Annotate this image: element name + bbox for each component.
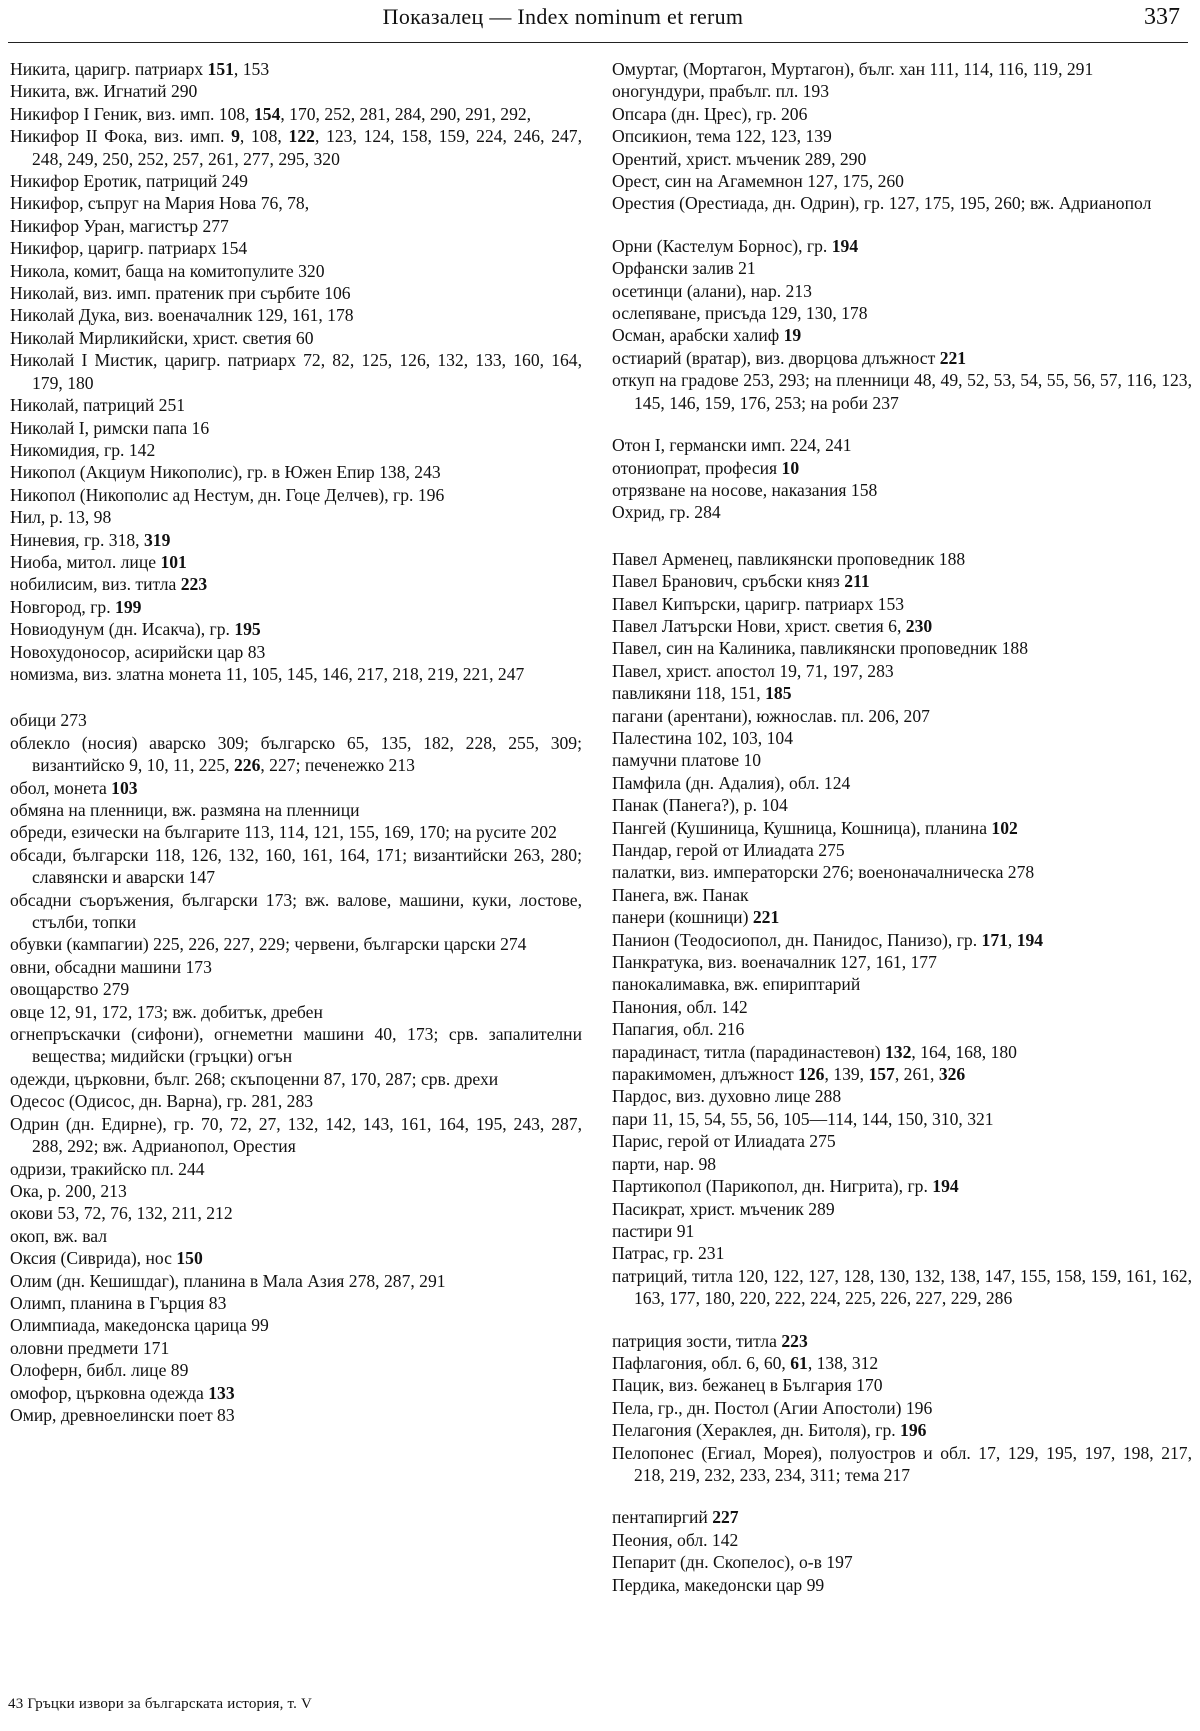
index-entry: патриция зости, титла 223 xyxy=(612,1330,808,1351)
index-entry: памучни платове 10 xyxy=(612,750,762,771)
index-entry: Парис, герой от Илиадата 275 xyxy=(612,1131,836,1152)
index-entry: Николай I Мистик, царигр. патриарх 72, 82, 125, 126, 132, 133, 160, 164, 179, 180 xyxy=(10,350,582,393)
index-entry: Охрид, гр. 284 xyxy=(612,502,721,523)
index-entry: Никола, комит, баща на комитопулите 320 xyxy=(10,260,325,281)
index-entry: Пепарит (дн. Скопелос), о-в 197 xyxy=(612,1552,853,1573)
index-entry: Оксия (Сиврида), нос 150 xyxy=(10,1248,203,1269)
index-entry: Николай, патриций 251 xyxy=(10,395,186,416)
index-entry: парадинаст, титла (парадинастевон) 132, 164, 168, 180 xyxy=(612,1041,1017,1062)
index-entry: Одесос (Одисос, дн. Варна), гр. 281, 283 xyxy=(10,1091,314,1112)
index-entry: Новгород, гр. 199 xyxy=(10,596,142,617)
section-gap xyxy=(612,215,1192,235)
index-entry: Омуртаг, (Мортагон, Муртагон), бълг. хан 111, 114, 116, 119, 291 xyxy=(612,59,1094,79)
index-entry: Орни (Кастелум Борнос), гр. 194 xyxy=(612,235,859,256)
index-entry: овощарство 279 xyxy=(10,979,130,1000)
index-entry: осетинци (алани), нар. 213 xyxy=(612,280,812,301)
index-entry: Ниневия, гр. 318, 319 xyxy=(10,529,171,550)
index-entry: пари 11, 15, 54, 55, 56, 105—114, 144, 150, 310, 321 xyxy=(612,1108,994,1129)
index-entry: Никифор Еротик, патриций 249 xyxy=(10,171,248,192)
index-entry: Павел Арменец, павликянски проповедник 188 xyxy=(612,548,966,569)
index-entry: паракимомен, длъжност 126, 139, 157, 261, 326 xyxy=(612,1064,966,1085)
index-entry: Никифор I Геник, виз. имп. 108, 154, 170, 252, 281, 284, 290, 291, 292, xyxy=(10,103,532,124)
index-entry: обици 273 xyxy=(10,710,87,731)
index-entry: Отон I, германски имп. 224, 241 xyxy=(612,435,852,456)
index-entry: Никита, царигр. патриарх 151, 153 xyxy=(10,59,270,79)
index-entry: Орестия (Орестиада, дн. Одрин), гр. 127, 175, 195, 260; вж. Адрианопол xyxy=(612,193,1152,214)
index-entry: Новохудоносор, асирийски цар 83 xyxy=(10,641,266,662)
running-header xyxy=(8,4,1192,34)
index-entry: Пердика, македонски цар 99 xyxy=(612,1574,825,1595)
section-gap xyxy=(612,414,1192,434)
index-entry: Омир, древноелински поет 83 xyxy=(10,1404,235,1425)
index-entry: окоп, вж. вал xyxy=(10,1225,108,1246)
index-entry: оловни предмети 171 xyxy=(10,1337,170,1358)
index-entry: откуп на градове 253, 293; на пленници 48, 49, 52, 53, 54, 55, 56, 57, 116, 123, 145, 146, 159, 176, 253; на роби 237 xyxy=(612,370,1192,413)
index-entry: обол, монета 103 xyxy=(10,777,138,798)
index-entry: Никифор Уран, магистър 277 xyxy=(10,215,229,236)
section-gap xyxy=(612,524,1192,548)
index-entry: пентапиргий 227 xyxy=(612,1507,739,1528)
index-entry: обсадни съоръжения, български 173; вж. валове, машини, куки, лостове, стълби, топки xyxy=(10,889,582,933)
index-entry: отониопрат, професия 10 xyxy=(612,457,800,478)
index-entry: Пела, гр., дн. Постол (Агии Апостоли) 196 xyxy=(612,1397,933,1418)
index-entry: панокалимавка, вж. епиpиптарий xyxy=(612,974,861,995)
index-entry: Павел, син на Калиника, павликянски проповедник 188 xyxy=(612,638,1028,659)
footer-signature: 43 Гръцки извори за българската история, т. V xyxy=(8,1696,313,1712)
index-entry: Ниоба, митол. лице 101 xyxy=(10,551,187,572)
index-entry: Пацик, виз. бежанец в България 170 xyxy=(612,1375,883,1396)
index-entry: Орест, син на Агамемнон 127, 175, 260 xyxy=(612,171,904,192)
index-column-right xyxy=(612,58,1192,1596)
index-entry: патриций, титла 120, 122, 127, 128, 130, 132, 138, 147, 155, 158, 159, 161, 162, 163, 177, 180, 220, 222, 224, 225, 226, 227, 229, 286 xyxy=(612,1265,1192,1309)
section-gap xyxy=(10,685,582,709)
index-entry: Пандар, герой от Илиадата 275 xyxy=(612,840,845,860)
index-entry: остиарий (вратар), виз. дворцова длъжност 221 xyxy=(612,347,967,368)
index-entry: овни, обсадни машини 173 xyxy=(10,956,212,977)
index-entry: Палестина 102, 103, 104 xyxy=(612,727,793,748)
index-entry: окови 53, 72, 76, 132, 211, 212 xyxy=(10,1203,233,1224)
index-entry: Никопол (Акциум Никополис), гр. в Южен Епир 138, 243 xyxy=(10,462,441,483)
index-entry: панери (кошници) 221 xyxy=(612,907,780,928)
index-entry: Пафлагония, обл. 6, 60, 61, 138, 312 xyxy=(612,1352,879,1373)
index-entry: Орфански залив 21 xyxy=(612,258,756,279)
index-entry: Папагия, обл. 216 xyxy=(612,1019,745,1040)
index-entry: Панион (Теодосиопол, дн. Панидос, Панизо), гр. 171, 194 xyxy=(612,929,1044,950)
index-entry: Пеония, обл. 142 xyxy=(612,1529,739,1550)
index-entry: Олимп, планина в Гърция 83 xyxy=(10,1292,227,1313)
index-entry: Памфила (дн. Адалия), обл. 124 xyxy=(612,772,851,793)
index-entry: Орентий, христ. мъченик 289, 290 xyxy=(612,148,867,169)
index-entry: Одрин (дн. Едирне), гр. 70, 72, 27, 132, 142, 143, 161, 164, 195, 243, 287, 288, 292; вж. Адрианопол, Орестия xyxy=(10,1113,582,1157)
index-entry: оногундури, прабълг. пл. 193 xyxy=(612,81,830,102)
index-entry: Николай I, римски папа 16 xyxy=(10,417,210,438)
index-entry: Олим (дн. Кешишдаг), планина в Мала Азия 278, 287, 291 xyxy=(10,1270,446,1291)
index-entry: обреди, езически на българите 113, 114, 121, 155, 169, 170; на русите 202 xyxy=(10,822,557,843)
index-entry: Нил, р. 13, 98 xyxy=(10,507,112,528)
index-entry: пастири 91 xyxy=(612,1220,695,1241)
index-entry: огнепръскачки (сифони), огнеметни машини 40, 173; срв. запалителни вещества; мидийски (гръцки) огън xyxy=(10,1024,582,1067)
index-entry: облекло (носия) аварско 309; българско 65, 135, 182, 228, 255, 309; византийско 9, 10, 11, 225, 226, 227; печенежко 213 xyxy=(10,732,582,776)
index-entry: одежди, църковни, бълг. 268; скъпоценни 87, 170, 287; срв. дрехи xyxy=(10,1068,499,1089)
index-entry: омофор, църковна одежда 133 xyxy=(10,1382,235,1403)
index-entry: нобилисим, виз. титла 223 xyxy=(10,574,208,595)
index-entry: Опсикион, тема 122, 123, 139 xyxy=(612,126,832,147)
index-entry: Николай Дука, виз. военачалник 129, 161, 178 xyxy=(10,305,354,326)
index-entry: Никифор II Фока, виз. имп. 9, 108, 122, 123, 124, 158, 159, 224, 246, 247, 248, 249, 250, 252, 257, 261, 277, 295, 320 xyxy=(10,126,582,169)
index-entry: Осман, арабски халиф 19 xyxy=(612,325,802,346)
index-entry: Никифор, съпруг на Мария Нова 76, 78, xyxy=(10,193,310,214)
index-entry: парти, нар. 98 xyxy=(612,1153,717,1174)
index-entry: Опсара (дн. Црес), гр. 206 xyxy=(612,103,808,124)
index-entry: Панак (Панега?), р. 104 xyxy=(612,795,788,816)
index-entry: Николай, виз. имп. пратеник при сърбите 106 xyxy=(10,283,351,304)
index-entry: Партикопол (Парикопол, дн. Нигрита), гр. 194 xyxy=(612,1176,959,1197)
page-number: 337 xyxy=(1144,4,1180,30)
index-entry: ослепяване, присъда 129, 130, 178 xyxy=(612,303,868,324)
index-entry: Олоферн, библ. лице 89 xyxy=(10,1360,189,1381)
index-entry: номизма, виз. златна монета 11, 105, 145, 146, 217, 218, 219, 221, 247 xyxy=(10,663,525,684)
index-entry: Павел Кипърски, царигр. патриарх 153 xyxy=(612,593,905,614)
index-entry: Пелагония (Хераклея, дн. Битоля), гр. 196 xyxy=(612,1420,927,1441)
index-entry: Никомидия, гр. 142 xyxy=(10,439,156,460)
index-entry: отрязване на носове, наказания 158 xyxy=(612,479,878,500)
index-entry: Олимпиада, македонска царица 99 xyxy=(10,1315,269,1336)
index-entry: Панония, обл. 142 xyxy=(612,996,748,1017)
index-entry: Патрас, гр. 231 xyxy=(612,1243,725,1264)
index-entry: Павел Латърски Нови, христ. светия 6, 230 xyxy=(612,615,933,636)
index-entry: овце 12, 91, 172, 173; вж. добитък, дребен xyxy=(10,1001,323,1022)
index-entry: Никита, вж. Игнатий 290 xyxy=(10,81,198,102)
index-entry: обсади, български 118, 126, 132, 160, 161, 164, 171; византийски 263, 280; славянски и аварски 147 xyxy=(10,844,582,888)
header-divider xyxy=(8,42,1188,43)
index-entry: обувки (кампагии) 225, 226, 227, 229; червени, български царски 274 xyxy=(10,934,527,955)
index-entry: Никопол (Никополис ад Нестум, дн. Гоце Делчев), гр. 196 xyxy=(10,484,445,505)
index-entry: Панкратука, виз. военачалник 127, 161, 177 xyxy=(612,952,937,973)
index-entry: Пардос, виз. духовно лице 288 xyxy=(612,1086,842,1107)
index-entry: Никифор, царигр. патриарх 154 xyxy=(10,238,248,259)
index-entry: Павел Бранович, сръбски княз 211 xyxy=(612,571,870,592)
index-entry: Пасикрат, христ. мъченик 289 xyxy=(612,1198,835,1219)
index-entry: одризи, тракийско пл. 244 xyxy=(10,1158,205,1179)
index-entry: палатки, виз. императорски 276; военоначалническа 278 xyxy=(612,862,1035,883)
index-entry: Павел, христ. апостол 19, 71, 197, 283 xyxy=(612,660,894,681)
page-title: Показалец — Index nominum et rerum xyxy=(382,4,744,29)
section-gap xyxy=(612,1310,1192,1330)
index-entry: Ока, р. 200, 213 xyxy=(10,1180,127,1201)
index-entry: обмяна на пленници, вж. размяна на пленници xyxy=(10,800,360,820)
index-column-left xyxy=(10,58,582,1426)
index-entry: павликяни 118, 151, 185 xyxy=(612,683,792,704)
index-entry: Пелопонес (Егиал, Морея), полуостров и обл. 17, 129, 195, 197, 198, 217, 218, 219, 232, 233, 234, 311; тема 217 xyxy=(612,1442,1192,1485)
index-entry: пагани (арентани), южнослав. пл. 206, 207 xyxy=(612,705,930,726)
index-entry: Николай Мирликийски, христ. светия 60 xyxy=(10,327,314,348)
index-entry: Пангей (Кушиница, Кушница, Кошница), планина 102 xyxy=(612,817,1018,838)
index-entry: Новиодунум (дн. Исакча), гр. 195 xyxy=(10,619,261,640)
section-gap xyxy=(612,1486,1192,1506)
index-entry: Панега, вж. Панак xyxy=(612,884,749,905)
